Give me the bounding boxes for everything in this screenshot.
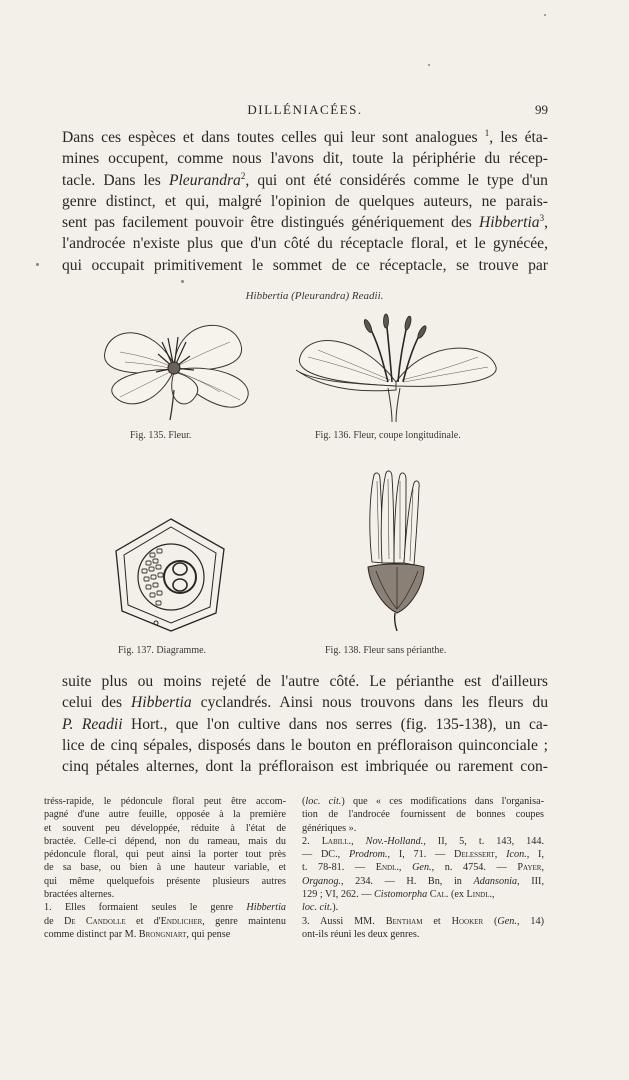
text-line: suite plus ou moins rejeté de l'autre côté. Le périanthe est d'ailleurs	[62, 673, 548, 690]
flower-section-illustration	[288, 312, 500, 424]
text-line: Dans ces espèces et dans toutes celles qui leur sont analogues $^1$, les éta-	[62, 127, 548, 146]
paragraph-2	[62, 671, 548, 777]
figure-136-caption: Fig. 136. Fleur, coupe longitudinale.	[315, 430, 461, 441]
text-span: Nov.-Holland.	[365, 835, 424, 847]
text-line: ont-ils réuni les deux genres.	[302, 928, 420, 940]
text-line: de De Candolle et d'Endlicher, genre maintenu	[44, 915, 286, 927]
text-span: Prodrom.	[348, 849, 388, 861]
text-line: 129 ; VI, 262. — Cistomorpha Cal. (ex Lindl.,	[302, 889, 495, 901]
text-line: comme distinct par M. Brongniart, qui pense	[44, 928, 231, 940]
text-span: Hooker	[451, 915, 484, 927]
text-line: sent pas facilement pouvoir être distingués génériquement des Hibbertia$^3$,	[62, 213, 548, 232]
text-line: P. Readii Hort., que l'on cultive dans nos serres (fig. 135-138), un ca-	[62, 715, 548, 733]
text-line: genre distinct, et qui, malgré l'opinion de quelques auteurs, ne parais-	[62, 192, 548, 210]
text-span: Delessert	[454, 849, 495, 861]
text-span: Endlicher	[160, 915, 203, 927]
text-line: et souvent peu développée, réduite à l'état de	[44, 822, 286, 834]
paragraph-1	[62, 127, 548, 276]
figure-138-caption: Fig. 138. Fleur sans périanthe.	[325, 645, 447, 656]
text-span: De Candolle	[63, 915, 126, 927]
text-span: loc. cit.	[305, 796, 342, 807]
text-line: qui occupait primitivement le sommet de ce réceptacle, se trouve par	[62, 256, 548, 274]
paper-speck	[544, 14, 546, 16]
text-span: P. Readii	[62, 715, 123, 733]
text-line: l'androcée n'existe plus que d'un côté du réceptacle floral, et le gynécée,	[62, 235, 548, 253]
text-span: 1	[484, 127, 490, 138]
text-line: bractée. Celle-ci dépend, non du rameau, mais du	[44, 835, 286, 847]
text-span: Endl.	[375, 862, 399, 874]
text-span: Hibbertia	[478, 214, 540, 232]
text-line: Organog., 234. — H. Bn, in Adansonia, III,	[302, 875, 544, 887]
page-number: 99	[535, 102, 548, 117]
text-line: 1. Elles formaient seules le genre Hibbertia	[44, 902, 286, 914]
paper-speck	[428, 64, 430, 66]
text-span: Organog.	[302, 875, 341, 887]
text-span: Bentham	[385, 915, 423, 927]
text-line: tacle. Dans les Pleurandra$^2$, qui ont été considérés comme le type d'un	[62, 170, 548, 189]
text-line: mines occupent, comme nous l'avons dit, toute la périphérie du récep-	[62, 150, 548, 168]
text-span: Gen.	[412, 862, 432, 874]
text-line: de sa base, ou bien à une hauteur variable, et	[44, 862, 286, 874]
figure-137-caption: Fig. 137. Diagramme.	[118, 645, 207, 656]
text-span: Cal.	[429, 889, 449, 901]
footnotes-right-column	[302, 795, 544, 941]
text-line: pédoncule floral, qui peut ainsi la porter tout près	[44, 849, 286, 861]
text-span: Payer	[517, 862, 542, 874]
text-line: loc. cit.).	[302, 902, 339, 914]
text-line: tion de l'androcée fournissent de bonnes coupes	[302, 809, 544, 821]
text-span: loc. cit.	[302, 902, 333, 914]
text-line: 2. Labill., Nov.-Holland., II, 5, t. 143, 144.	[302, 835, 544, 847]
text-span: Icon.	[506, 849, 527, 861]
text-line: t. 78-81. — Endl., Gen., n. 4754. — Payer,	[302, 862, 544, 874]
running-title: DILLÉNIACÉES.	[247, 102, 363, 117]
paper-speck	[36, 263, 39, 266]
footnotes-left-column	[44, 795, 286, 941]
text-line: qui même quelquefois présente plusieurs autres	[44, 875, 286, 887]
text-line: lice de cinq sépales, disposés dans le bouton en préfloraison quinconciale ;	[62, 736, 548, 754]
text-span: Pleurandra	[168, 171, 241, 189]
plate-title: Hibbertia (Pleurandra) Readii.	[245, 290, 384, 302]
text-line: génériques ».	[302, 822, 357, 834]
text-span: Gen.	[497, 915, 517, 927]
text-span: Hibbertia	[131, 694, 192, 712]
text-span: Lindl.	[466, 889, 493, 901]
paper-speck	[181, 280, 184, 283]
flower-top-view-illustration	[90, 312, 258, 422]
text-span: Hibbertia	[246, 902, 286, 914]
text-span: Cistomorpha	[373, 889, 428, 901]
text-line: cinq pétales alternes, dont la préfloraison est imbriquée ou rarement con-	[62, 758, 548, 776]
text-span: Labill.	[321, 835, 352, 847]
text-span: Brongniart	[138, 928, 187, 940]
text-line: — DC., Prodrom., I, 71. — Delessert, Icon., I,	[302, 849, 544, 861]
text-line: pagné d'une autre feuille, opposée à la première	[44, 809, 286, 821]
text-line: bractées alternes.	[44, 889, 115, 901]
floral-diagram-illustration	[112, 515, 230, 635]
figure-135-caption: Fig. 135. Fleur.	[130, 430, 192, 441]
text-line: (loc. cit.) que « ces modifications dans l'organisa-	[302, 796, 544, 807]
flower-without-perianth-illustration	[362, 467, 432, 632]
text-line: tréss-rapide, le pédoncule floral peut être accom-	[44, 796, 286, 807]
running-head	[62, 102, 548, 120]
text-span: 3	[539, 213, 545, 223]
text-line: celui des Hibbertia cyclandrés. Ainsi nous trouvons dans les fleurs du	[62, 694, 549, 712]
text-span: 2	[240, 170, 246, 181]
text-line: 3. Aussi MM. Bentham et Hooker (Gen., 14)	[302, 915, 544, 927]
text-span: Adansonia	[473, 875, 518, 887]
